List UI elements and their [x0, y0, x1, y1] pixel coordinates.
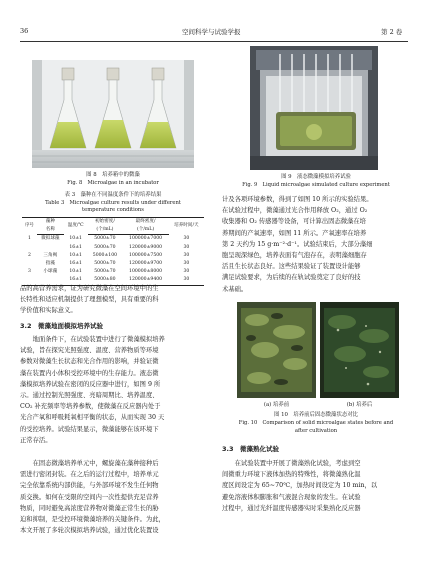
solid-algae-after-illustration — [320, 302, 399, 398]
fig9-photo — [250, 46, 378, 170]
table3-title-cn: 表 3 藻种在不同温度条件下的培养结果 — [64, 192, 162, 198]
col-header-days: 培养时间/天 — [169, 218, 204, 235]
col-header-final-2: (个/mL) — [122, 226, 168, 235]
left-paragraph-intro: 品的高营养需求，证为研究微藻在空间环境中的生 长特性和适应机制提供了理想模型，具有重要的科 学价值和实际意义。 — [20, 285, 159, 315]
fig10a-label: (a) 培养前 — [263, 402, 290, 408]
table3 — [22, 217, 204, 286]
header-rule — [20, 41, 408, 42]
table3-title-en-line2: temperature conditions — [82, 207, 144, 213]
right-paragraph-results: 计及各项环境参数，得到了如图 10 所示的实验结果。 在试验过程中，微藻通过光合作用释放 O₂，通过 O₂ 收集器和 O₂ 传感器等设备，可计算出固态微藻在培 养期间的产氧速率，如图 11 所示。产氧速率在培养 第 2 天约为 15 g·m⁻²·d⁻¹。试验结束后，大部分藻细 胞呈现深绿色，培养表面有气泡存在，表明藻细胞存 活且生长状态良好。这些结果验证了装置设计能够 满足试验要求，为后续的在轨试验奠定了良好的技 术基础。 — [222, 196, 373, 293]
col-header-initial-1: 初始密度/ — [88, 218, 123, 227]
table-row: 16±1 5000±70 120000±9000 30 — [69, 244, 190, 250]
col-header-seq: 序号 — [22, 218, 37, 235]
table-row: 16±1 5000±80 120000±9400 30 — [22, 276, 204, 285]
table-row: 2 三角褐 10±1 5000±100 100000±7500 30 — [27, 252, 190, 258]
volume-label: 第 2 卷 — [381, 28, 403, 36]
journal-title: 空间科学与试验学报 — [182, 28, 241, 36]
fig10a-photo-before — [237, 302, 316, 398]
left-paragraph-solid-culture: 在固态微藻培养单元中，螺旋藻在藻种接种后 需进行密闭封装。在之后的运行过程中，培养单元 完全依靠系统内部供能，与外部环境不发生任何物 质交换。如何在受限的空间内一次性提供充足营养 物质，同时避免高浓度营养物对微藻正常生长的胁 迫和抑制，是受控环境微藻培养的关键条件。为此， 本文开展了多轮次模拟培养试验，通过优化装置设 — [20, 460, 165, 535]
col-header-species-1: 藻种 — [37, 218, 64, 227]
solid-algae-before-illustration — [237, 302, 316, 398]
section-3-3-heading: 3.3 微藻熟化试验 — [222, 445, 280, 453]
section-3-2-heading: 3.2 微藻地面模拟培养试验 — [20, 322, 104, 330]
col-header-temp: 温度/℃ — [64, 218, 88, 235]
table3-title-en-line1: Table 3 Microalgae culture results under different — [45, 200, 181, 206]
fig9-caption-en: Fig. 9 Liquid microalgae simulated culture experiment — [242, 182, 390, 188]
fig10-caption-cn: 图 10 培养前后固态微藻状态对比 — [273, 412, 359, 418]
right-paragraph-maturation: 在试验装置中开展了微藻熟化试验，考虑到空 间微重力环境下液体加热的特殊性，将微藻熟化温 度区间设定为 65~70℃，加热时间设定为 10 min，以 避免溶液体积膨胀和气液混合现象的发生。在试验 过程中，通过光纤温度传感器实时采集熟化反应器 — [222, 460, 378, 512]
col-header-final-1: 最终密度/ — [122, 218, 168, 227]
fig8-caption-cn: 图 8 培养箱中的微藻 — [86, 172, 140, 178]
fig10b-photo-after — [320, 302, 399, 398]
fig10-caption-en-line2: after cultivation — [294, 428, 338, 434]
col-header-species-2: 名称 — [37, 226, 64, 235]
page-number: 36 — [20, 27, 29, 35]
fig10b-label: (b) 培养后 — [346, 402, 373, 408]
table-row: 指藻 16±1 5000±70 120000±9700 30 — [45, 261, 190, 267]
table-row: 1 微拟球藻 10±1 5000±70 100000±7000 30 — [27, 236, 190, 242]
liquid-reactor-illustration — [250, 46, 378, 170]
incubator-flasks-illustration — [32, 60, 194, 168]
fig9-caption-cn: 图 9 液态微藻模拟培养试验 — [281, 174, 351, 180]
left-paragraph-ground-test: 地面条件下，在试验装置中进行了微藻模拟培养 试验，旨在探究光照强度、温度、营养物质等环境 参数对微藻生长状态和光合作用的影响，并验证微 藻在装置内小体积受控环境中的生存能力。液态微 藻模拟培养试验在密闭的反应器中进行，如图 9 所 示。通过控制光照强度、亮暗周期比、培养温度、 CO₂ 补充频率等培养参数，使微藻在反应器内处于 光合产氧和呼吸耗氧相平衡的状态，从而实现 30 天 的受控培养。试验结果显示，微藻能够在该环境下 正常存活。 — [20, 336, 165, 444]
fig8-photo — [32, 60, 194, 168]
running-header — [0, 0, 427, 40]
col-header-initial-2: (个/mL) — [88, 226, 123, 235]
fig8-caption-en: Fig. 8 Microalgae in an incubator — [67, 180, 159, 186]
table-row: 3 小球藻 10±1 5000±70 100000±8000 30 — [27, 269, 190, 275]
fig10-caption-en-line1: Fig. 10 Comparison of solid microalgae states before and — [238, 420, 394, 426]
